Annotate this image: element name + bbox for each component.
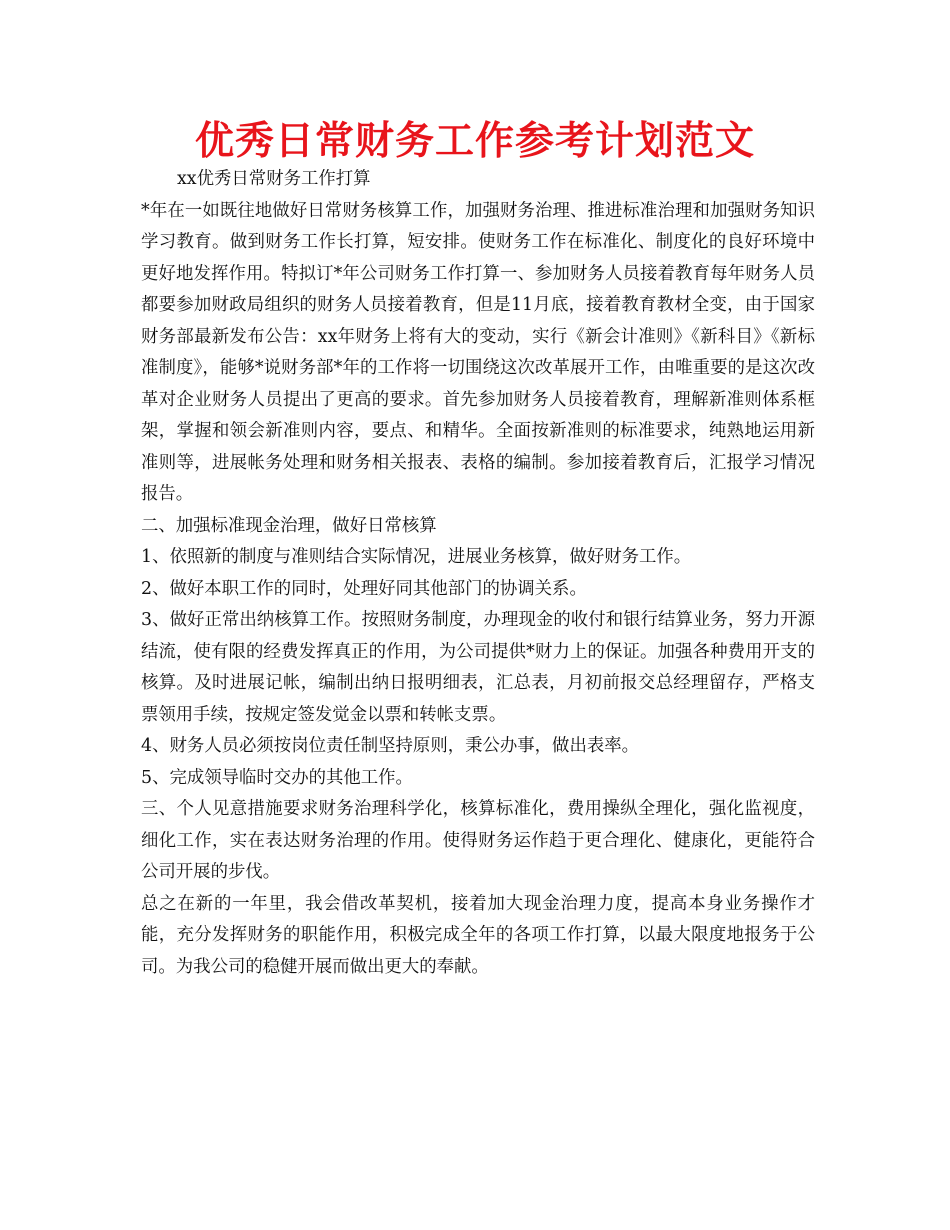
section-paragraph-3: 三、个人见意措施要求财务治理科学化，核算标准化，费用操纵全理化，强化监视度，细化工作，实在表达财务治理的作用。使得财务运作趋于更合理化、健康化，更能符合公司开展的步伐。	[141, 799, 815, 882]
document-title: 优秀日常财务工作参考计划范文	[194, 119, 755, 164]
list-item-1: 1、依照新的制度与准则结合实际情况，进展业务核算，做好财务工作。	[141, 547, 692, 567]
paragraph-intro: *年在一如既往地做好日常财务核算工作，加强财务治理、推进标准治理和加强财务知识学习教育。做到财务工作长打算，短安排。使财务工作在标准化、制度化的良好环境中更好地发挥作用。特拟订*年公司财务工作打算一、参加财务人员接着教育每年财务人员都要参加财政局组织的财务人员接着教育，但是11月底，接着教育教材全变，由于国家财务部最新发布公告：xx年财务上将有大的变动，实行《新会计准则》《新科目》《新标准制度》，能够*说财务部*年的工作将一切围绕这次改革展开工作，由唯重要的是这次改革对企业财务人员提出了更高的要求。首先参加财务人员接着教育，理解新准则体系框架，掌握和领会新准则内容，要点、和精华。全面按新准则的标准要求，纯熟地运用新准则等，进展帐务处理和财务相关报表、表格的编制。参加接着教育后，汇报学习情况报告。	[141, 200, 815, 504]
list-item-5: 5、完成领导临时交办的其他工作。	[141, 767, 413, 788]
document-subtitle: xx优秀日常财务工作打算	[177, 169, 371, 189]
section-heading-2: 二、加强标准现金治理，做好日常核算	[141, 515, 437, 536]
list-item-4: 4、财务人员必须按岗位责任制坚持原则，秉公办事，做出表率。	[141, 736, 640, 756]
list-item-3: 3、做好正常出纳核算工作。按照财务制度，办理现金的收付和银行结算业务，努力开源结流，使有限的经费发挥真正的作用，为公司提供*财力上的保证。加强各种费用开支的核算。及时进展记帐，编制出纳日报明细表，汇总表，月初前报交总经理留存，严格支票领用手续，按规定签发觉金以票和转帐支票。	[141, 610, 815, 725]
list-item-2: 2、做好本职工作的同时，处理好同其他部门的协调关系。	[141, 578, 587, 599]
closing-paragraph: 总之在新的一年里，我会借改革契机，接着加大现金治理力度，提高本身业务操作才能，充分发挥财务的职能作用，积极完成全年的各项工作打算，以最大限度地报务于公司。为我公司的稳健开展而做出更大的奉献。	[141, 893, 815, 977]
document-body	[141, 164, 815, 983]
